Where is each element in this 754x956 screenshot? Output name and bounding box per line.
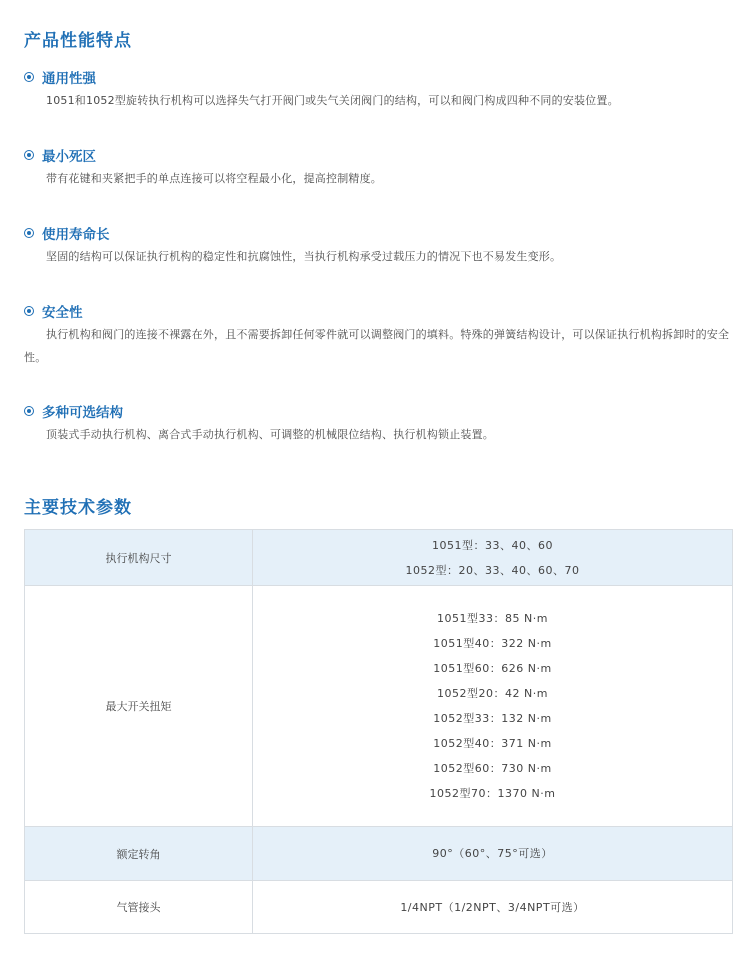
feature-head (24, 145, 736, 165)
circle-dot-icon (24, 72, 34, 82)
spec-value: 1051型33：85 N·m (437, 612, 548, 625)
spec-label: 气管接头 (25, 881, 253, 934)
feature-desc: 坚固的结构可以保证执行机构的稳定性和抗腐蚀性，当执行机构承受过载压力的情况下也不易发生变形。 (46, 250, 562, 263)
specs-section-title: 主要技术参数 (24, 498, 132, 518)
feature-item-lifespan (24, 223, 736, 268)
feature-head (24, 223, 736, 243)
feature-head (24, 67, 736, 87)
feature-item-safety (24, 301, 736, 369)
spec-value: 1052型40：371 N·m (433, 737, 552, 750)
spec-value-cell (253, 530, 733, 586)
spec-table (24, 529, 733, 934)
feature-item-deadband (24, 145, 736, 190)
circle-dot-icon (24, 228, 34, 238)
feature-desc: 1051和1052型旋转执行机构可以选择失气打开阀门或失气关闭阀门的结构，可以和阀门构成四种不同的安装位置。 (46, 94, 619, 107)
spec-value: 90°（60°、75°可选） (432, 847, 553, 860)
table-row (25, 586, 733, 827)
spec-value: 1052型33：132 N·m (433, 712, 552, 725)
feature-head (24, 301, 736, 321)
spec-value: 1052型：20、33、40、60、70 (405, 563, 580, 577)
spec-value-cell (253, 586, 733, 827)
table-row (25, 827, 733, 881)
features-section-title: 产品性能特点 (24, 31, 132, 51)
spec-label: 额定转角 (25, 827, 253, 881)
feature-title: 通用性强 (42, 71, 96, 87)
feature-head (24, 401, 736, 421)
table-row (25, 530, 733, 586)
spec-label: 最大开关扭矩 (25, 586, 253, 827)
spec-value-cell (253, 881, 733, 934)
spec-label: 执行机构尺寸 (25, 530, 253, 586)
spec-value: 1051型：33、40、60 (432, 538, 553, 552)
feature-title: 最小死区 (42, 149, 96, 165)
spec-value: 1052型60：730 N·m (433, 762, 552, 775)
spec-value: 1052型70：1370 N·m (429, 787, 556, 800)
table-row (25, 881, 733, 934)
feature-title: 安全性 (42, 305, 83, 321)
feature-desc: 顶装式手动执行机构、离合式手动执行机构、可调整的机械限位结构、执行机构锁止装置。 (46, 428, 494, 441)
circle-dot-icon (24, 150, 34, 160)
spec-value-cell (253, 827, 733, 881)
spec-value: 1/4NPT（1/2NPT、3/4NPT可选） (400, 900, 585, 914)
spec-value: 1052型20：42 N·m (437, 687, 548, 700)
spec-value: 1051型60：626 N·m (433, 662, 552, 675)
spec-value: 1051型40：322 N·m (433, 637, 552, 650)
feature-desc: 执行机构和阀门的连接不裸露在外，且不需要拆卸任何零件就可以调整阀门的填料。特殊的弹簧结构设计，可以保证执行机构拆卸时的安全性。 (24, 328, 730, 364)
feature-title: 多种可选结构 (42, 405, 123, 421)
circle-dot-icon (24, 306, 34, 316)
feature-desc: 带有花键和夹紧把手的单点连接可以将空程最小化，提高控制精度。 (46, 172, 382, 185)
feature-title: 使用寿命长 (42, 227, 110, 243)
feature-item-options (24, 401, 736, 446)
feature-item-general (24, 67, 736, 112)
circle-dot-icon (24, 406, 34, 416)
